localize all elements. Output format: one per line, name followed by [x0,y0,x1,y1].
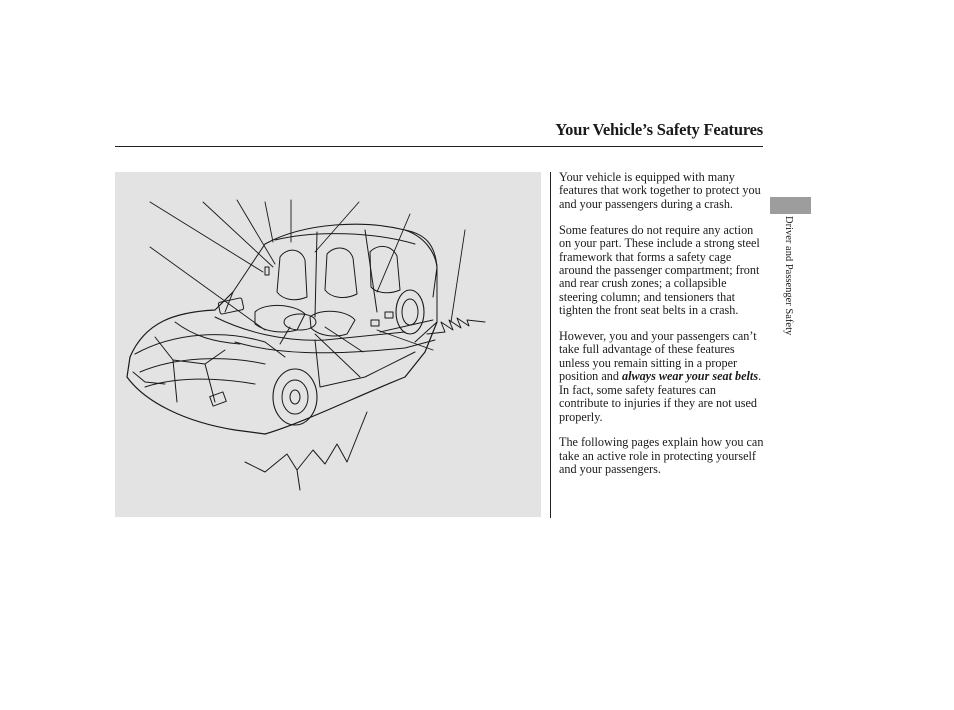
body-text [559,171,764,489]
paragraph-following-pages: The following pages explain how you can take an active role in protecting yourself and your passengers. [559,435,764,477]
vehicle-safety-illustration [115,172,541,517]
emphasis-seatbelts: always wear your seat belts [621,369,759,384]
page-title: Your Vehicle’s Safety Features [555,120,763,139]
paragraph-seatbelt-warning [559,330,764,424]
column-divider [550,172,551,518]
car-cutaway-drawing [115,172,541,517]
text-segment: However, you and your passengers can’t take full advantage of these features unless you remain sitting in a proper position and [559,329,757,384]
text-segment: . In fact, some safety features can contribute to injuries if they are not used properly. [559,369,762,424]
paragraph-intro: Your vehicle is equipped with many features that work together to protect you and your passengers during a crash. [559,170,761,211]
section-label: Driver and Passenger Safety [783,216,794,336]
paragraph-passive-features: Some features do not require any action on your part. These include a strong steel framework that forms a safety cage around the passenger compartment; front and rear crush zones; a collapsible steering column; and tensioners that tighten the front seat belts in a crash. [559,222,760,318]
callout-lines [150,200,465,377]
section-tab-marker [770,197,811,214]
title-divider [115,146,763,147]
